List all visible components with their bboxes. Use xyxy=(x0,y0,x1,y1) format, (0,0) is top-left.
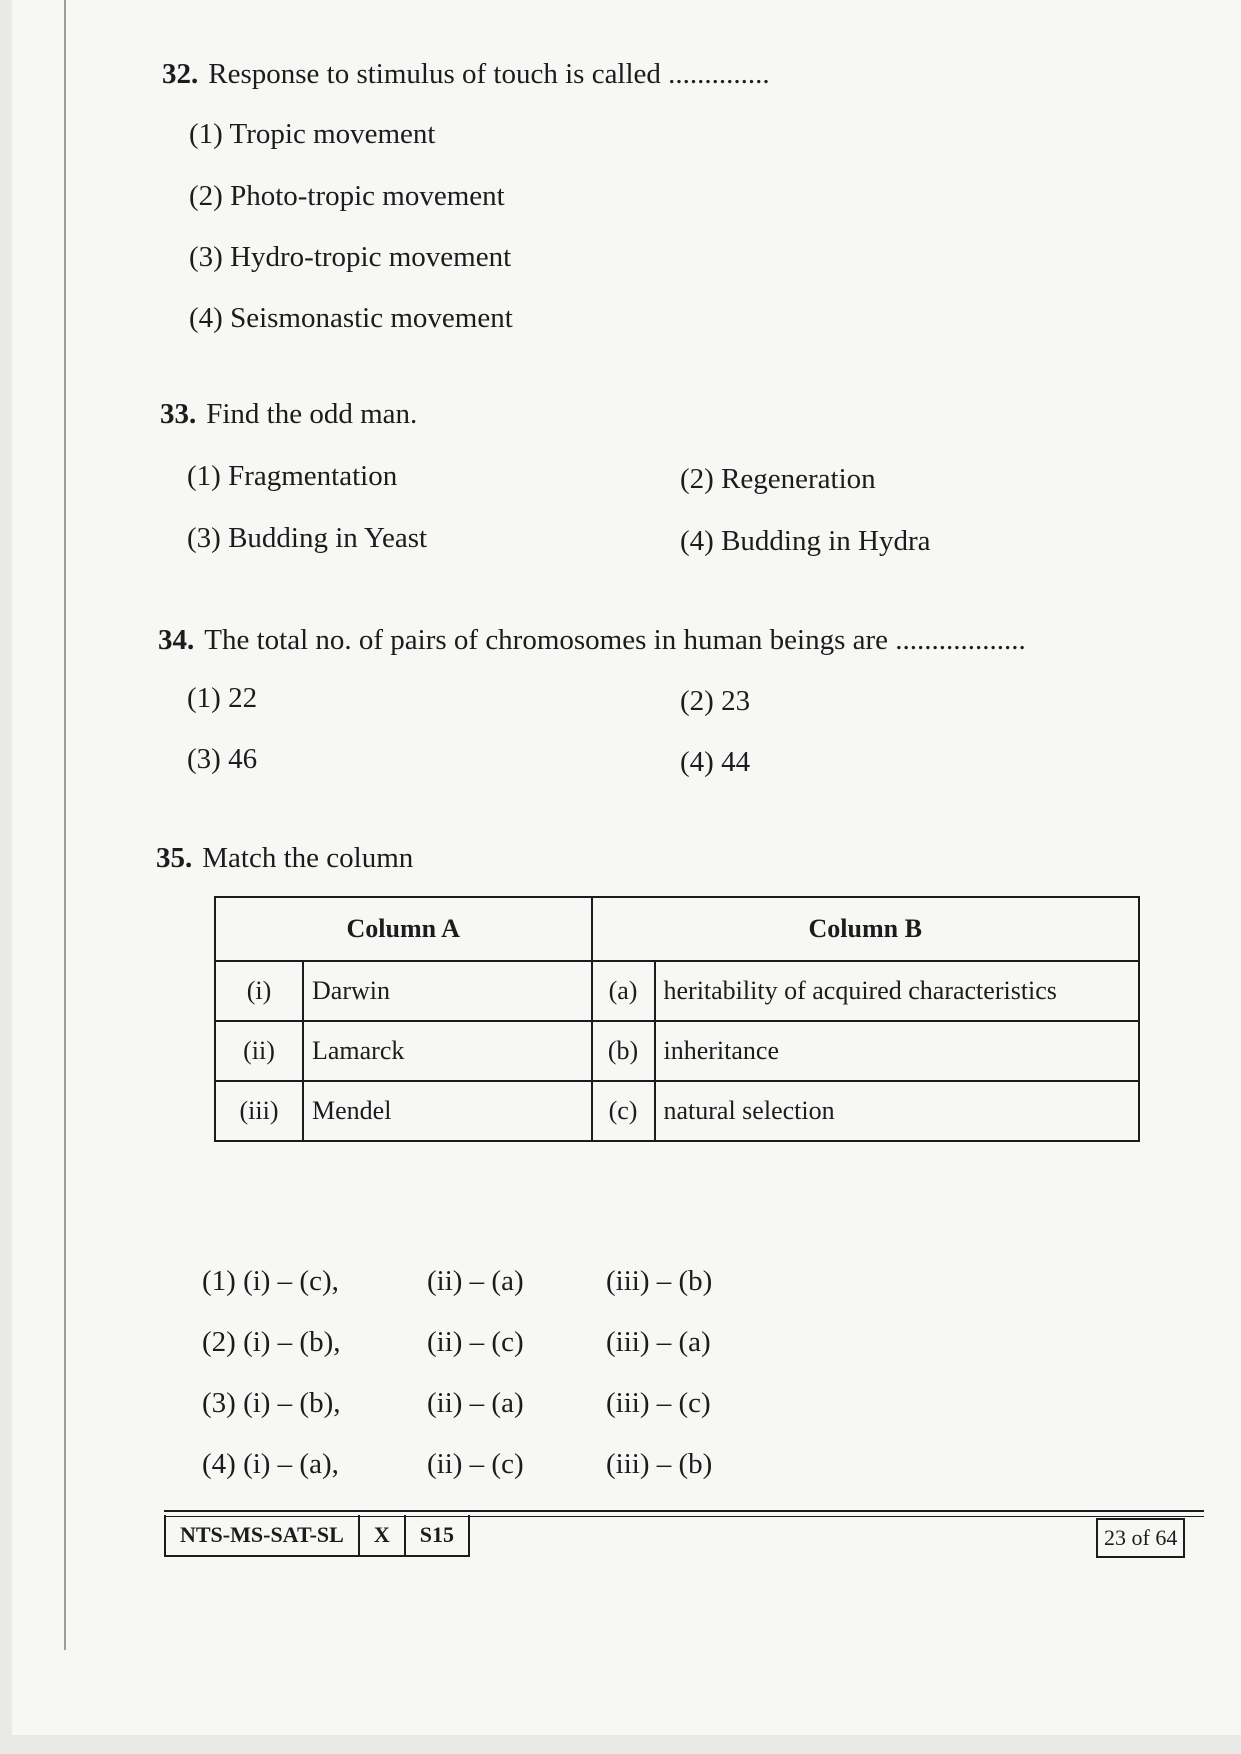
option: (ii) – (c) xyxy=(427,1448,524,1480)
cell-b: heritability of acquired characteristics xyxy=(655,961,1140,1021)
footer-rule xyxy=(164,1510,1204,1512)
table-header-row xyxy=(215,897,1139,961)
option: (2) 23 xyxy=(680,685,751,717)
option: (2) Photo-tropic movement xyxy=(189,180,505,212)
cell-a: Lamarck xyxy=(303,1021,592,1081)
option: (ii) – (c) xyxy=(427,1326,524,1358)
option: (iii) – (b) xyxy=(606,1448,713,1480)
option: (2) Regeneration xyxy=(680,463,876,495)
question-text: Find the odd man. xyxy=(206,398,418,430)
paper-class: X xyxy=(358,1515,404,1555)
question-text: Response to stimulus of touch is called .............. xyxy=(208,58,770,90)
question-number: 35. xyxy=(156,842,193,874)
option: (iii) – (b) xyxy=(606,1265,713,1297)
paper-code: NTS-MS-SAT-SL xyxy=(180,1522,344,1547)
cell-num-b: (a) xyxy=(592,961,655,1021)
binding-line xyxy=(64,0,66,1650)
option: (ii) – (a) xyxy=(427,1387,524,1419)
cell-a: Darwin xyxy=(303,961,592,1021)
table-row xyxy=(215,1081,1139,1141)
option: (4) Budding in Hydra xyxy=(680,525,931,557)
question-number: 33. xyxy=(160,398,197,430)
cell-num-a: (iii) xyxy=(215,1081,303,1141)
paper-code-box xyxy=(164,1515,470,1557)
cell-num-b: (c) xyxy=(592,1081,655,1141)
table-row xyxy=(215,1021,1139,1081)
column-b-header: Column B xyxy=(592,897,1140,961)
cell-a: Mendel xyxy=(303,1081,592,1141)
page-number: 23 of 64 xyxy=(1096,1518,1185,1558)
option: (1) (i) – (c), xyxy=(202,1265,339,1297)
option: (3) (i) – (b), xyxy=(202,1387,341,1419)
option: (1) 22 xyxy=(187,682,258,714)
paper-series: S15 xyxy=(404,1515,468,1555)
option: (4) (i) – (a), xyxy=(202,1448,339,1480)
column-a-header: Column A xyxy=(215,897,592,961)
option: (3) 46 xyxy=(187,743,258,775)
option: (1) Fragmentation xyxy=(187,460,398,492)
cell-b: natural selection xyxy=(655,1081,1140,1141)
option: (4) 44 xyxy=(680,746,751,778)
question-number: 34. xyxy=(158,624,195,656)
option: (iii) – (a) xyxy=(606,1326,711,1358)
option: (iii) – (c) xyxy=(606,1387,711,1419)
cell-num-b: (b) xyxy=(592,1021,655,1081)
question-text: The total no. of pairs of chromosomes in human beings are .................. xyxy=(204,624,1026,656)
cell-num-a: (ii) xyxy=(215,1021,303,1081)
question-number: 32. xyxy=(162,58,199,90)
question-34 xyxy=(158,624,1026,657)
page xyxy=(12,0,1241,1735)
table-row xyxy=(215,961,1139,1021)
match-table xyxy=(214,896,1140,1142)
question-33 xyxy=(160,398,417,431)
cell-num-a: (i) xyxy=(215,961,303,1021)
option: (ii) – (a) xyxy=(427,1265,524,1297)
option: (3) Budding in Yeast xyxy=(187,522,428,554)
question-text: Match the column xyxy=(202,842,414,874)
question-35 xyxy=(156,842,413,875)
option: (2) (i) – (b), xyxy=(202,1326,341,1358)
option: (3) Hydro-tropic movement xyxy=(189,241,512,273)
option: (4) Seismonastic movement xyxy=(189,302,513,334)
question-32 xyxy=(162,58,770,91)
option: (1) Tropic movement xyxy=(189,118,436,150)
cell-b: inheritance xyxy=(655,1021,1140,1081)
